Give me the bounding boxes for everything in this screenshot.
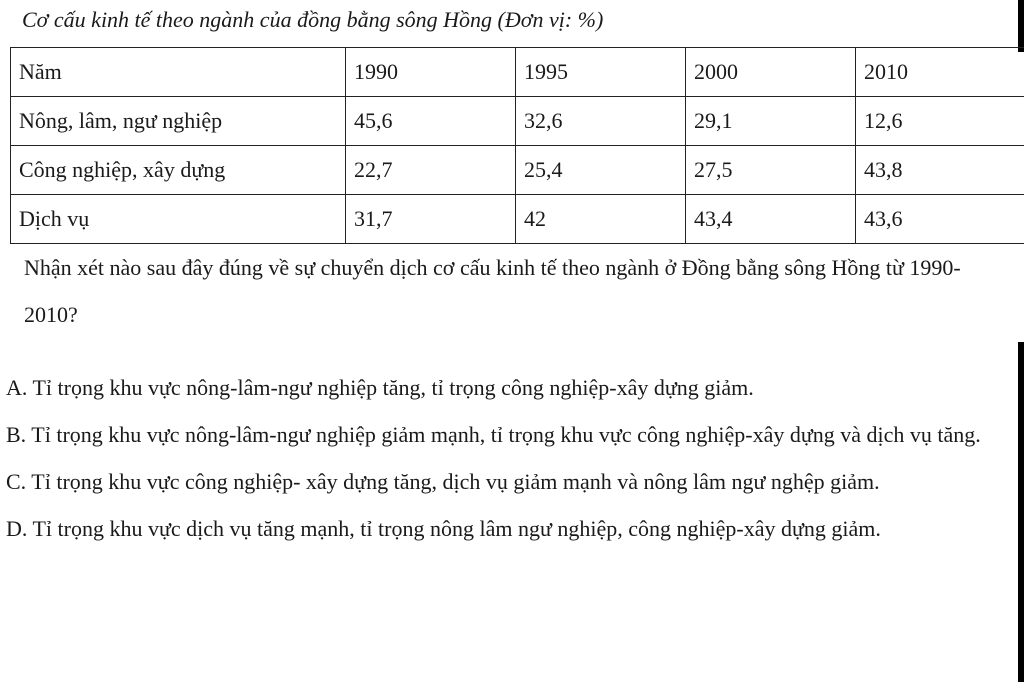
row-label-services: Dịch vụ	[11, 195, 346, 244]
table-header-row	[11, 48, 1024, 97]
table-cell: 32,6	[516, 97, 686, 146]
table-cell: 29,1	[686, 97, 856, 146]
dark-border-top-right	[1018, 0, 1024, 52]
dark-border-right	[1018, 342, 1024, 682]
table-cell: 31,7	[346, 195, 516, 244]
table-cell: 12,6	[856, 97, 1024, 146]
table-cell: 43,8	[856, 146, 1024, 195]
header-cell-2010: 2010	[856, 48, 1024, 97]
option-a[interactable]: A. Tỉ trọng khu vực nông-lâm-ngư nghiệp tăng, tỉ trọng công nghiệp-xây dựng giảm.	[6, 375, 754, 400]
table-row	[11, 97, 1024, 146]
table-row	[11, 195, 1024, 244]
table-row	[11, 146, 1024, 195]
header-cell-2000: 2000	[686, 48, 856, 97]
header-cell-year: Năm	[11, 48, 346, 97]
answer-options	[6, 364, 1018, 552]
table-cell: 43,4	[686, 195, 856, 244]
table-cell: 27,5	[686, 146, 856, 195]
row-label-agriculture: Nông, lâm, ngư nghiệp	[11, 97, 346, 146]
table-cell: 43,6	[856, 195, 1024, 244]
header-cell-1990: 1990	[346, 48, 516, 97]
header-cell-1995: 1995	[516, 48, 686, 97]
row-label-industry: Công nghiệp, xây dựng	[11, 146, 346, 195]
question-text: Nhận xét nào sau đây đúng về sự chuyển dịch cơ cấu kinh tế theo ngành ở Đồng bằng sông Hồng từ 1990-2010?	[24, 255, 961, 327]
option-d[interactable]: D. Tỉ trọng khu vực dịch vụ tăng mạnh, tỉ trọng nông lâm ngư nghiệp, công nghiệp-xây dựng giảm.	[6, 516, 881, 541]
table-cell: 45,6	[346, 97, 516, 146]
data-table	[10, 47, 1024, 244]
table-cell: 22,7	[346, 146, 516, 195]
table-title: Cơ cấu kinh tế theo ngành của đồng bằng sông Hồng (Đơn vị: %)	[22, 7, 604, 32]
option-b[interactable]: B. Tỉ trọng khu vực nông-lâm-ngư nghiệp giảm mạnh, tỉ trọng khu vực công nghiệp-xây dựng và dịch vụ tăng.	[6, 422, 981, 447]
table-cell: 25,4	[516, 146, 686, 195]
option-c[interactable]: C. Tỉ trọng khu vực công nghiệp- xây dựng tăng, dịch vụ giảm mạnh và nông lâm ngư nghệp giảm.	[6, 469, 880, 494]
table-cell: 42	[516, 195, 686, 244]
